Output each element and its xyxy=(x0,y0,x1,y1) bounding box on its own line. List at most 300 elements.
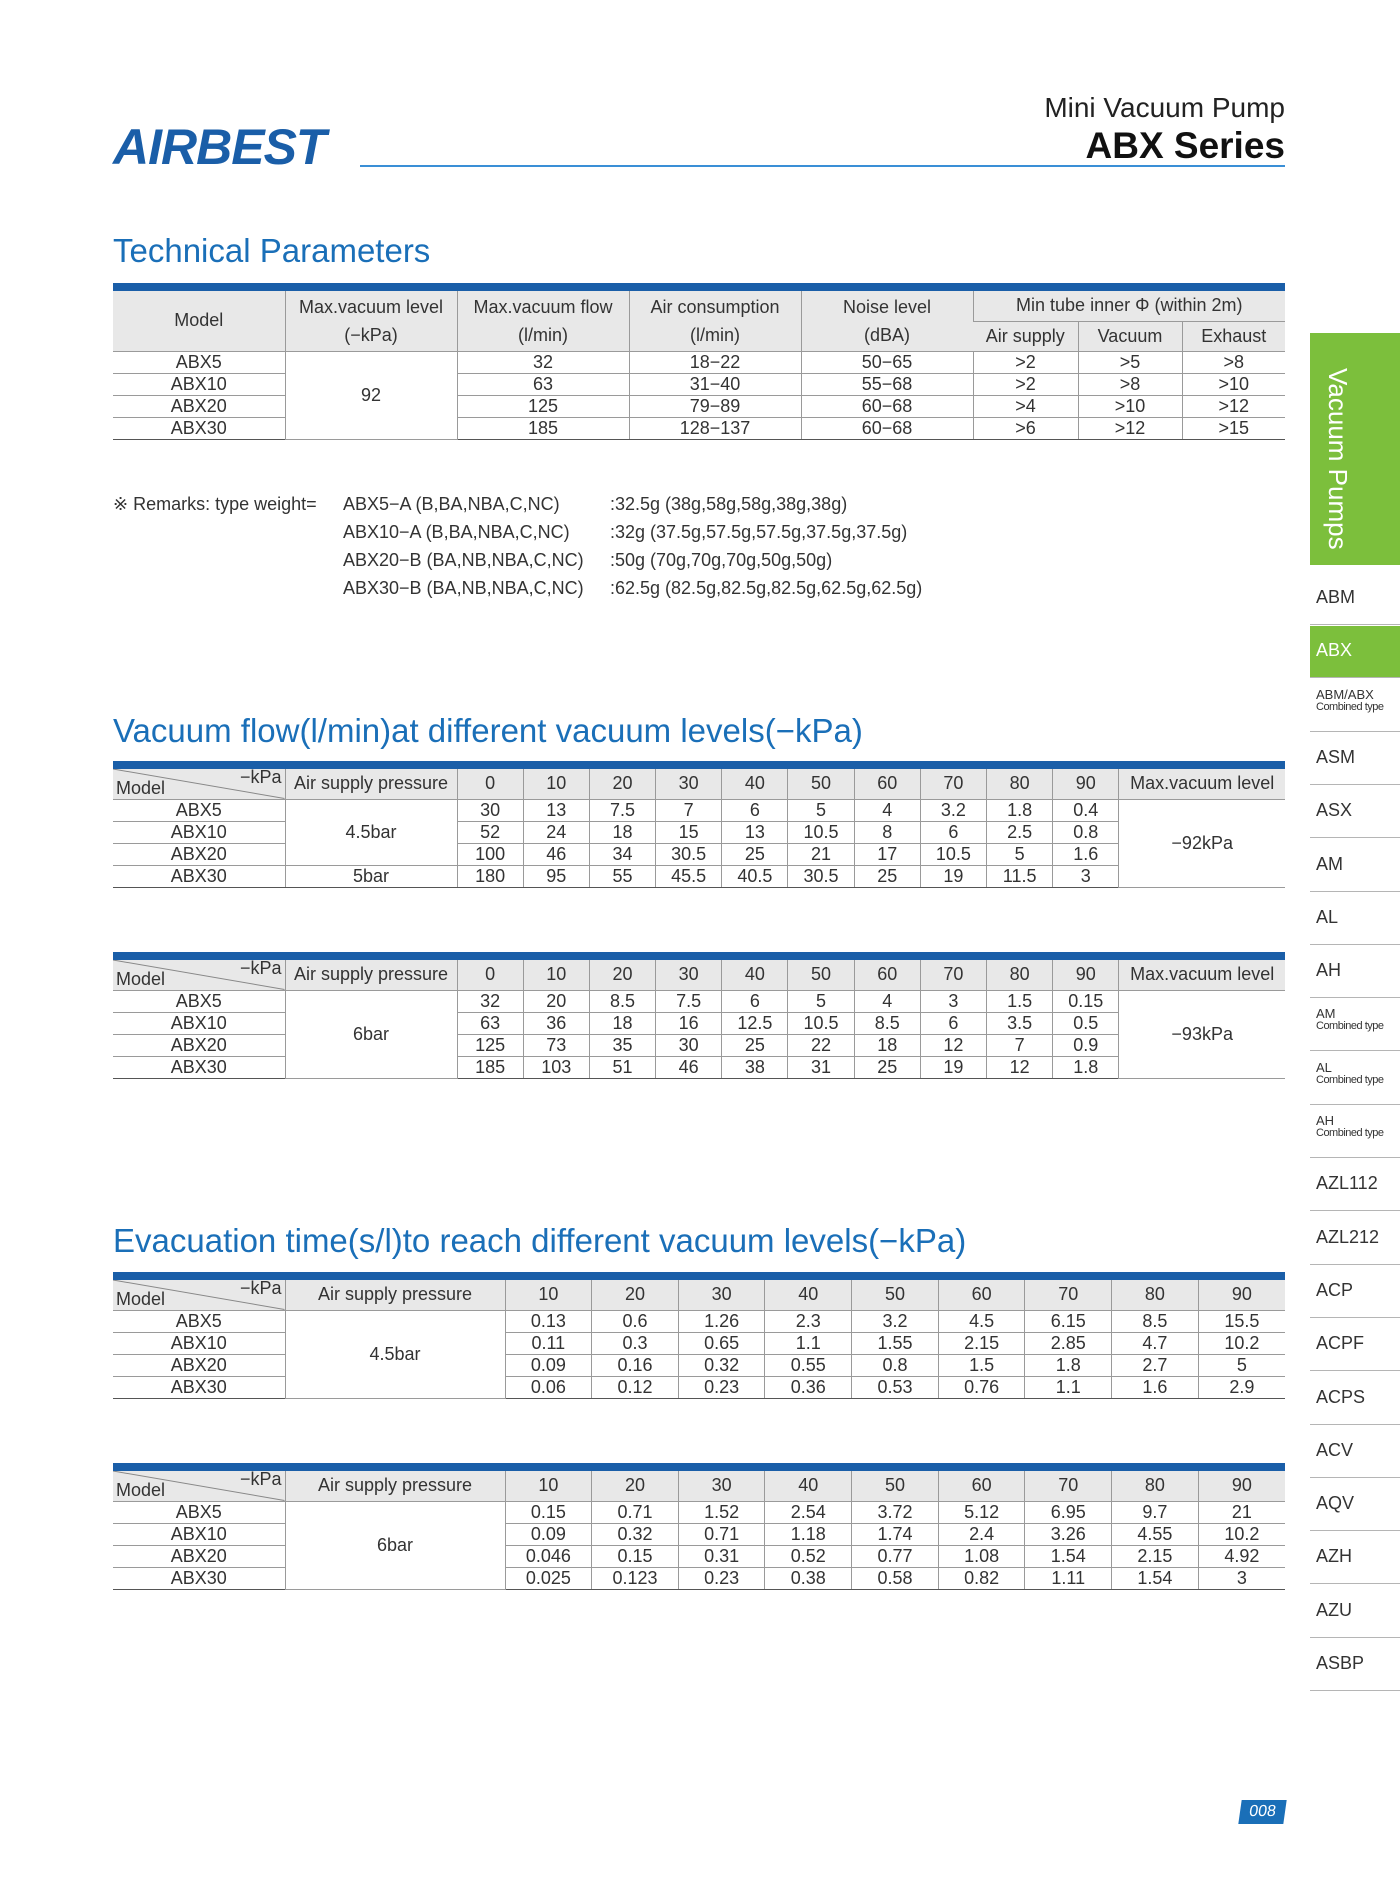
evac-value-cell: 10.2 xyxy=(1198,1332,1285,1354)
evac-value-cell: 0.58 xyxy=(852,1567,939,1589)
vacuum-flow-title: Vacuum flow(l/min)at different vacuum levels(−kPa) xyxy=(113,712,863,749)
sidebar-item-label: ABM/ABX xyxy=(1316,686,1374,702)
evac-value-cell: 0.23 xyxy=(678,1567,765,1589)
exhaust-cell: >10 xyxy=(1182,373,1285,395)
evac-value-cell: 5 xyxy=(1198,1354,1285,1376)
flow-value-cell: 12.5 xyxy=(722,1012,788,1034)
flow-value-cell: 125 xyxy=(457,1034,523,1056)
sidebar-item-label: AQV xyxy=(1316,1493,1355,1514)
evac-value-cell: 1.18 xyxy=(765,1523,852,1545)
consumption-cell: 128−137 xyxy=(629,417,801,439)
flow-value-cell: 52 xyxy=(457,821,523,843)
evac-value-cell: 3.72 xyxy=(852,1501,939,1523)
evac-value-cell: 2.7 xyxy=(1112,1354,1199,1376)
sidebar-item-al-combined[interactable] xyxy=(1310,1053,1400,1105)
kpa-label: −kPa xyxy=(239,958,282,978)
vacuum-cell: >12 xyxy=(1078,417,1182,439)
air-supply-pressure-cell: 4.5bar xyxy=(285,1310,505,1398)
airbest-logo: AIRBEST xyxy=(113,119,326,175)
evac-value-cell: 4.55 xyxy=(1112,1523,1199,1545)
flow-value-cell: 8.5 xyxy=(589,990,655,1012)
flow-value-cell: 34 xyxy=(589,843,655,865)
flow-value-cell: 8 xyxy=(854,821,920,843)
sidebar-item-asx[interactable] xyxy=(1310,786,1400,838)
flow-value-cell: 16 xyxy=(656,1012,722,1034)
flow-value-cell: 63 xyxy=(457,1012,523,1034)
model-cell: ABX20 xyxy=(113,1545,285,1567)
flow-value-cell: 12 xyxy=(987,1056,1053,1078)
sidebar-item-label: AH xyxy=(1316,960,1342,981)
header-model: Model xyxy=(113,291,285,351)
flow-value-cell: 0.15 xyxy=(1053,990,1119,1012)
vacuum-cell: >8 xyxy=(1078,373,1182,395)
header-series-title: ABX Series xyxy=(1085,125,1285,166)
model-cell: ABX5 xyxy=(113,990,285,1012)
evac-value-cell: 0.123 xyxy=(592,1567,679,1589)
evac-value-cell: 10.2 xyxy=(1198,1523,1285,1545)
flow-value-cell: 25 xyxy=(854,865,920,887)
flow-value-cell: 185 xyxy=(457,1056,523,1078)
header-level: 20 xyxy=(589,960,655,990)
header-level: 20 xyxy=(589,769,655,799)
evac-value-cell: 1.8 xyxy=(1025,1354,1112,1376)
sidebar-item-azu[interactable] xyxy=(1310,1586,1400,1638)
sidebar-item-sub: Combined type xyxy=(1316,1073,1384,1086)
header-level: 0 xyxy=(457,769,523,799)
flow-value-cell: 32 xyxy=(457,990,523,1012)
flow-value-cell: 3.5 xyxy=(987,1012,1053,1034)
header-level: 30 xyxy=(678,1471,765,1501)
evac-value-cell: 1.1 xyxy=(765,1332,852,1354)
technical-parameters-title: Technical Parameters xyxy=(113,232,431,269)
model-cell: ABX10 xyxy=(113,1332,285,1354)
flow-value-cell: 7 xyxy=(656,799,722,821)
flow-value-cell: 30 xyxy=(457,799,523,821)
flow-value-cell: 10.5 xyxy=(788,821,854,843)
sidebar-item-ah[interactable] xyxy=(1310,946,1400,998)
remark-weight: :32g (37.5g,57.5g,57.5g,37.5g,37.5g) xyxy=(610,522,908,542)
evac-value-cell: 8.5 xyxy=(1112,1310,1199,1332)
header-air-supply-pressure: Air supply pressure xyxy=(285,1471,505,1501)
sidebar-item-am-combined[interactable] xyxy=(1310,999,1400,1051)
evac-value-cell: 1.54 xyxy=(1112,1567,1199,1589)
kpa-label: −kPa xyxy=(239,1469,282,1489)
evac-value-cell: 0.046 xyxy=(505,1545,592,1567)
flow-value-cell: 30 xyxy=(656,1034,722,1056)
sidebar-item-acv[interactable] xyxy=(1310,1426,1400,1478)
page-number: 008 xyxy=(1238,1800,1286,1824)
vacuum-cell: >5 xyxy=(1078,351,1182,373)
evac-value-cell: 1.6 xyxy=(1112,1376,1199,1398)
sidebar-item-al[interactable] xyxy=(1310,893,1400,945)
flow-value-cell: 95 xyxy=(523,865,589,887)
flow-value-cell: 36 xyxy=(523,1012,589,1034)
evac-value-cell: 21 xyxy=(1198,1501,1285,1523)
header-level: 80 xyxy=(1112,1471,1199,1501)
model-cell: ABX30 xyxy=(113,417,285,439)
max-vacuum-level-cell: −92kPa xyxy=(1119,799,1285,887)
evac-value-cell: 0.77 xyxy=(852,1545,939,1567)
evac-value-cell: 0.32 xyxy=(592,1523,679,1545)
header-level: 90 xyxy=(1053,769,1119,799)
sidebar-item-label: ABX xyxy=(1316,640,1353,661)
evac-value-cell: 0.55 xyxy=(765,1354,852,1376)
evac-value-cell: 0.38 xyxy=(765,1567,852,1589)
header-level: 70 xyxy=(920,960,986,990)
sidebar-item-label: AZL112 xyxy=(1316,1173,1378,1194)
flow-cell: 63 xyxy=(457,373,629,395)
evac-value-cell: 0.65 xyxy=(678,1332,765,1354)
table-row xyxy=(113,865,1285,887)
sidebar-item-sub: Combined type xyxy=(1316,700,1384,713)
air-supply-cell: >2 xyxy=(973,351,1078,373)
sidebar-item-label: AL xyxy=(1316,1059,1332,1075)
sidebar-item-label: AM xyxy=(1316,1006,1336,1022)
evac-value-cell: 0.06 xyxy=(505,1376,592,1398)
flow-value-cell: 1.6 xyxy=(1053,843,1119,865)
flow-value-cell: 73 xyxy=(523,1034,589,1056)
header-level: 20 xyxy=(592,1471,679,1501)
sidebar-category-label: Vacuum Pumps xyxy=(1323,368,1353,550)
air-supply-pressure-cell: 5bar xyxy=(285,865,457,887)
header-level: 60 xyxy=(938,1280,1025,1310)
flow-value-cell: 15 xyxy=(656,821,722,843)
flow-value-cell: 51 xyxy=(589,1056,655,1078)
evac-value-cell: 1.55 xyxy=(852,1332,939,1354)
flow-value-cell: 4 xyxy=(854,990,920,1012)
flow-value-cell: 31 xyxy=(788,1056,854,1078)
sidebar-item-abm[interactable] xyxy=(1310,573,1400,625)
evac-value-cell: 0.13 xyxy=(505,1310,592,1332)
evac-value-cell: 0.76 xyxy=(938,1376,1025,1398)
header-level: 20 xyxy=(592,1280,679,1310)
flow-value-cell: 1.5 xyxy=(987,990,1053,1012)
model-label: Model xyxy=(116,1288,166,1309)
header-level: 70 xyxy=(1025,1471,1112,1501)
evac-value-cell: 0.32 xyxy=(678,1354,765,1376)
table-row xyxy=(113,351,1285,373)
flow-value-cell: 20 xyxy=(523,990,589,1012)
noise-cell: 60−68 xyxy=(801,417,973,439)
header-level: 40 xyxy=(722,960,788,990)
sidebar-item-label: AZU xyxy=(1316,1599,1352,1620)
sidebar-item-text xyxy=(1316,688,1384,714)
technical-parameters-table xyxy=(113,291,1285,440)
sidebar-item-azh[interactable] xyxy=(1310,1532,1400,1584)
flow-value-cell: 21 xyxy=(788,843,854,865)
evac-value-cell: 0.23 xyxy=(678,1376,765,1398)
sidebar-item-label: ACP xyxy=(1316,1279,1354,1300)
header-level: 10 xyxy=(523,960,589,990)
exhaust-cell: >15 xyxy=(1182,417,1285,439)
sidebar-item-text xyxy=(1316,1061,1384,1087)
flow-value-cell: 19 xyxy=(920,1056,986,1078)
noise-cell: 50−65 xyxy=(801,351,973,373)
sidebar-item-label: ABM xyxy=(1316,587,1356,607)
header-level: 80 xyxy=(987,769,1053,799)
flow-value-cell: 12 xyxy=(920,1034,986,1056)
evac-value-cell: 3.26 xyxy=(1025,1523,1112,1545)
flow-value-cell: 17 xyxy=(854,843,920,865)
evac-value-cell: 9.7 xyxy=(1112,1501,1199,1523)
evac-value-cell: 15.5 xyxy=(1198,1310,1285,1332)
header-level: 90 xyxy=(1053,960,1119,990)
evac-value-cell: 1.74 xyxy=(852,1523,939,1545)
flow-value-cell: 18 xyxy=(854,1034,920,1056)
flow-value-cell: 1.8 xyxy=(987,799,1053,821)
model-cell: ABX5 xyxy=(113,1501,285,1523)
header-level: 70 xyxy=(920,769,986,799)
flow-value-cell: 5 xyxy=(788,799,854,821)
remark-type: ABX30−B (BA,NB,NBA,C,NC) xyxy=(343,578,584,598)
evac-value-cell: 2.54 xyxy=(765,1501,852,1523)
flow-value-cell: 25 xyxy=(722,843,788,865)
flow-value-cell: 8.5 xyxy=(854,1012,920,1034)
header-level: 30 xyxy=(656,769,722,799)
model-cell: ABX30 xyxy=(113,1056,285,1078)
sidebar-item-acps[interactable] xyxy=(1310,1373,1400,1425)
header-air-consumption: Air consumption (l/min) xyxy=(629,291,801,351)
flow-cell: 185 xyxy=(457,417,629,439)
header-level: 30 xyxy=(678,1280,765,1310)
evac-value-cell: 1.5 xyxy=(938,1354,1025,1376)
model-kpa-header xyxy=(113,960,285,990)
evac-value-cell: 0.82 xyxy=(938,1567,1025,1589)
sidebar-item-label: ASM xyxy=(1316,746,1356,767)
model-cell: ABX10 xyxy=(113,373,285,395)
header-level: 50 xyxy=(852,1280,939,1310)
header-level: 50 xyxy=(788,769,854,799)
sidebar-item-azl112[interactable] xyxy=(1310,1159,1400,1211)
sidebar-item-label: ASBP xyxy=(1316,1653,1365,1673)
evacuation-time-table-1 xyxy=(113,1280,1285,1399)
flow-value-cell: 11.5 xyxy=(987,865,1053,887)
kpa-label: −kPa xyxy=(239,767,282,787)
flow-value-cell: 3 xyxy=(920,990,986,1012)
sidebar-item-text xyxy=(1316,1114,1384,1140)
flow-value-cell: 10.5 xyxy=(920,843,986,865)
sidebar-item-abx[interactable] xyxy=(1310,626,1400,678)
model-cell: ABX10 xyxy=(113,821,285,843)
evac-value-cell: 0.16 xyxy=(592,1354,679,1376)
sidebar-item-asm[interactable] xyxy=(1310,733,1400,785)
flow-value-cell: 45.5 xyxy=(656,865,722,887)
flow-value-cell: 7.5 xyxy=(656,990,722,1012)
evac-value-cell: 1.11 xyxy=(1025,1567,1112,1589)
remark-weight: :62.5g (82.5g,82.5g,82.5g,62.5g,62.5g) xyxy=(610,578,923,598)
remarks-label: ※ Remarks: type weight= xyxy=(113,494,317,514)
flow-value-cell: 5 xyxy=(788,990,854,1012)
flow-value-cell: 103 xyxy=(523,1056,589,1078)
header-level: 10 xyxy=(505,1471,592,1501)
model-cell: ABX5 xyxy=(113,351,285,373)
noise-cell: 60−68 xyxy=(801,395,973,417)
flow-value-cell: 46 xyxy=(523,843,589,865)
consumption-cell: 31−40 xyxy=(629,373,801,395)
sidebar-item-asbp[interactable] xyxy=(1310,1639,1400,1691)
evac-value-cell: 6.15 xyxy=(1025,1310,1112,1332)
sidebar-item-am[interactable] xyxy=(1310,840,1400,892)
header-level: 30 xyxy=(656,960,722,990)
header-level: 80 xyxy=(1112,1280,1199,1310)
evac-value-cell: 1.26 xyxy=(678,1310,765,1332)
evac-value-cell: 0.53 xyxy=(852,1376,939,1398)
evac-value-cell: 2.85 xyxy=(1025,1332,1112,1354)
evac-value-cell: 0.52 xyxy=(765,1545,852,1567)
remark-weight: :50g (70g,70g,70g,50g,50g) xyxy=(610,550,833,570)
flow-value-cell: 0.9 xyxy=(1053,1034,1119,1056)
flow-value-cell: 24 xyxy=(523,821,589,843)
flow-value-cell: 19 xyxy=(920,865,986,887)
evac-value-cell: 4.5 xyxy=(938,1310,1025,1332)
sidebar-item-azl212[interactable] xyxy=(1310,1213,1400,1265)
evac-value-cell: 0.71 xyxy=(592,1501,679,1523)
section-bar xyxy=(113,283,1285,291)
flow-value-cell: 7.5 xyxy=(589,799,655,821)
header-level: 90 xyxy=(1198,1280,1285,1310)
evac-value-cell: 2.3 xyxy=(765,1310,852,1332)
sidebar-item-ah-combined[interactable] xyxy=(1310,1106,1400,1158)
consumption-cell: 79−89 xyxy=(629,395,801,417)
section-bar xyxy=(113,1463,1285,1471)
header-level: 0 xyxy=(457,960,523,990)
flow-value-cell: 30.5 xyxy=(656,843,722,865)
sidebar-item-label: ACPS xyxy=(1316,1386,1366,1407)
flow-value-cell: 13 xyxy=(523,799,589,821)
model-cell: ABX30 xyxy=(113,1376,285,1398)
flow-value-cell: 0.5 xyxy=(1053,1012,1119,1034)
evac-value-cell: 6.95 xyxy=(1025,1501,1112,1523)
header-level: 40 xyxy=(722,769,788,799)
flow-value-cell: 38 xyxy=(722,1056,788,1078)
evac-value-cell: 1.1 xyxy=(1025,1376,1112,1398)
sidebar-item-label: AH xyxy=(1316,1113,1335,1128)
evac-value-cell: 5.12 xyxy=(938,1501,1025,1523)
header-air-supply-pressure: Air supply pressure xyxy=(285,1280,505,1310)
flow-value-cell: 2.5 xyxy=(987,821,1053,843)
sidebar-item-acpf[interactable] xyxy=(1310,1319,1400,1371)
evacuation-time-title: Evacuation time(s/l)to reach different vacuum levels(−kPa) xyxy=(113,1222,967,1259)
flow-value-cell: 4 xyxy=(854,799,920,821)
header-vacuum: Vacuum xyxy=(1078,321,1182,351)
flow-cell: 32 xyxy=(457,351,629,373)
model-cell: ABX20 xyxy=(113,1354,285,1376)
header-subtitle: Mini Vacuum Pump xyxy=(1044,92,1285,123)
flow-value-cell: 6 xyxy=(722,799,788,821)
noise-cell: 55−68 xyxy=(801,373,973,395)
model-cell: ABX10 xyxy=(113,1523,285,1545)
evac-value-cell: 1.54 xyxy=(1025,1545,1112,1567)
air-supply-pressure-cell: 6bar xyxy=(285,990,457,1078)
evac-value-cell: 2.15 xyxy=(1112,1545,1199,1567)
flow-value-cell: 3.2 xyxy=(920,799,986,821)
model-kpa-header xyxy=(113,1280,285,1310)
sidebar-item-sub: Combined type xyxy=(1316,1020,1384,1033)
flow-value-cell: 40.5 xyxy=(722,865,788,887)
flow-value-cell: 30.5 xyxy=(788,865,854,887)
evac-value-cell: 0.12 xyxy=(592,1376,679,1398)
evac-value-cell: 0.11 xyxy=(505,1332,592,1354)
evac-value-cell: 3.2 xyxy=(852,1310,939,1332)
model-cell: ABX20 xyxy=(113,1034,285,1056)
flow-value-cell: 100 xyxy=(457,843,523,865)
model-kpa-header xyxy=(113,769,285,799)
header-max-vacuum-level: Max.vacuum level (−kPa) xyxy=(285,291,457,351)
header-air-supply: Air supply xyxy=(973,321,1078,351)
header-level: 60 xyxy=(854,769,920,799)
flow-value-cell: 0.4 xyxy=(1053,799,1119,821)
header-air-supply-pressure: Air supply pressure xyxy=(285,960,457,990)
flow-value-cell: 5 xyxy=(987,843,1053,865)
sidebar-item-label: ACV xyxy=(1316,1439,1354,1460)
header-level: 50 xyxy=(788,960,854,990)
sidebar-item-acp[interactable] xyxy=(1310,1266,1400,1318)
evac-value-cell: 2.15 xyxy=(938,1332,1025,1354)
header-noise-level: Noise level (dBA) xyxy=(801,291,973,351)
header-level: 70 xyxy=(1025,1280,1112,1310)
sidebar-item-label: ASX xyxy=(1316,800,1353,821)
model-cell: ABX5 xyxy=(113,1310,285,1332)
air-supply-cell: >2 xyxy=(973,373,1078,395)
table-row xyxy=(113,1310,1285,1332)
evac-value-cell: 4.7 xyxy=(1112,1332,1199,1354)
header-level: 50 xyxy=(852,1471,939,1501)
flow-value-cell: 18 xyxy=(589,821,655,843)
exhaust-cell: >8 xyxy=(1182,351,1285,373)
evac-value-cell: 0.09 xyxy=(505,1354,592,1376)
header-max-vacuum-level: Max.vacuum level xyxy=(1119,769,1285,799)
sidebar-item-abm-abx-combined[interactable] xyxy=(1310,680,1400,732)
max-vacuum-level-cell: 92 xyxy=(285,351,457,439)
evacuation-time-table-2 xyxy=(113,1471,1285,1590)
flow-value-cell: 55 xyxy=(589,865,655,887)
sidebar-item-aqv[interactable] xyxy=(1310,1479,1400,1531)
model-kpa-header xyxy=(113,1471,285,1501)
model-cell: ABX20 xyxy=(113,395,285,417)
model-cell: ABX10 xyxy=(113,1012,285,1034)
remark-weight: :32.5g (38g,58g,58g,38g,38g) xyxy=(610,494,848,514)
max-vacuum-level-cell: −93kPa xyxy=(1119,990,1285,1078)
air-supply-cell: >4 xyxy=(973,395,1078,417)
evac-value-cell: 2.9 xyxy=(1198,1376,1285,1398)
header-level: 60 xyxy=(938,1471,1025,1501)
air-supply-pressure-cell: 6bar xyxy=(285,1501,505,1589)
evac-value-cell: 4.92 xyxy=(1198,1545,1285,1567)
header-level: 10 xyxy=(523,769,589,799)
header-level: 80 xyxy=(987,960,1053,990)
evac-value-cell: 3 xyxy=(1198,1567,1285,1589)
evac-value-cell: 0.09 xyxy=(505,1523,592,1545)
sidebar-item-label: AL xyxy=(1316,906,1339,927)
evac-value-cell: 0.8 xyxy=(852,1354,939,1376)
header-level: 40 xyxy=(765,1471,852,1501)
model-cell: ABX30 xyxy=(113,1567,285,1589)
section-bar xyxy=(113,1272,1285,1280)
flow-value-cell: 22 xyxy=(788,1034,854,1056)
header-min-tube: Min tube inner Φ (within 2m) xyxy=(973,291,1285,321)
table-row xyxy=(113,799,1285,821)
exhaust-cell: >12 xyxy=(1182,395,1285,417)
vacuum-cell: >10 xyxy=(1078,395,1182,417)
flow-value-cell: 180 xyxy=(457,865,523,887)
section-bar xyxy=(113,952,1285,960)
remark-type: ABX10−A (B,BA,NBA,C,NC) xyxy=(343,522,570,542)
flow-value-cell: 1.8 xyxy=(1053,1056,1119,1078)
flow-value-cell: 6 xyxy=(920,1012,986,1034)
flow-value-cell: 46 xyxy=(656,1056,722,1078)
evac-value-cell: 0.71 xyxy=(678,1523,765,1545)
flow-value-cell: 35 xyxy=(589,1034,655,1056)
